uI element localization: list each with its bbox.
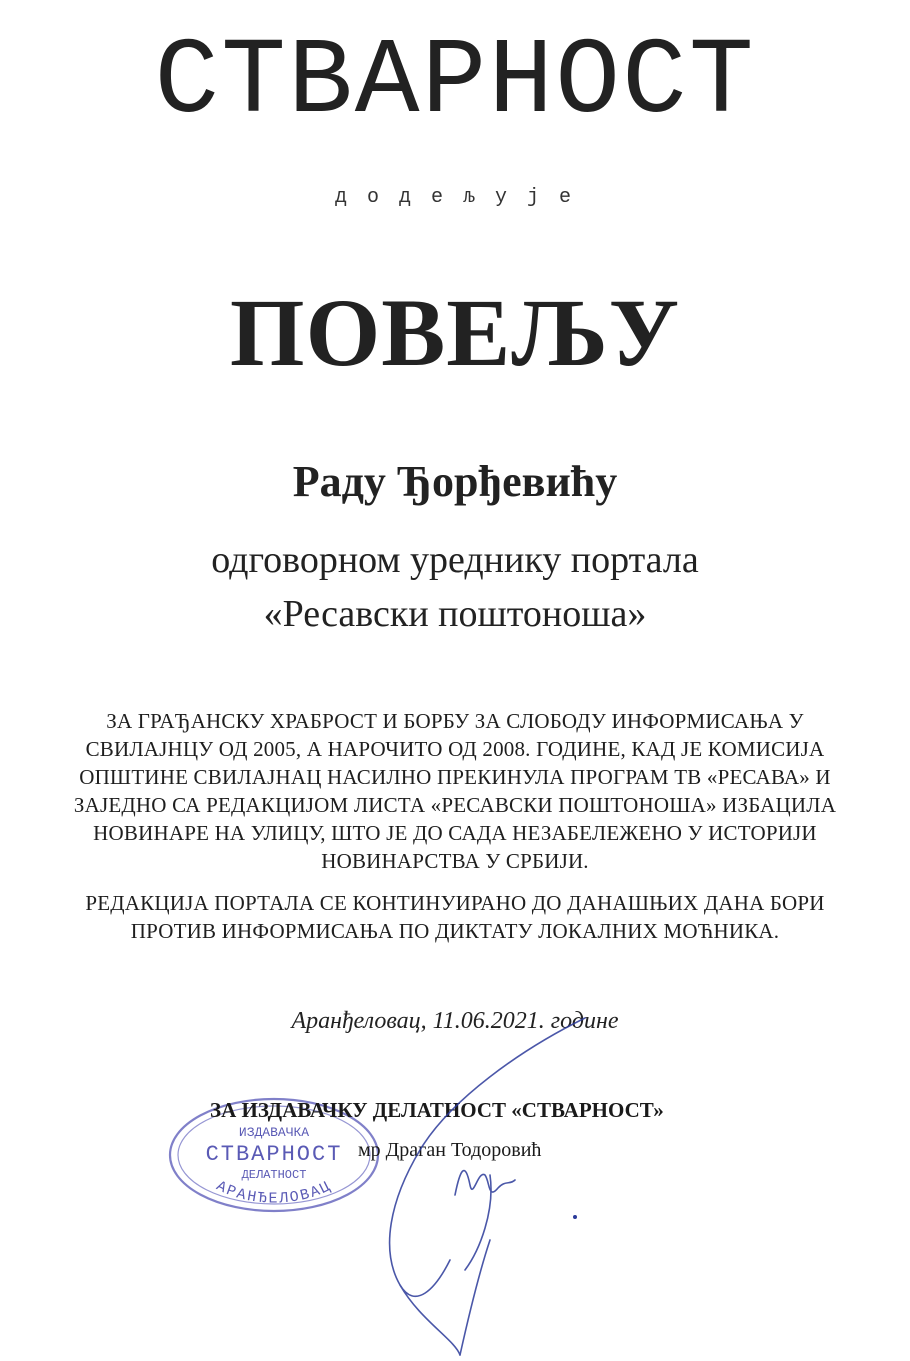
masthead-title: СТВАРНОСТ — [154, 22, 756, 144]
place-and-date: Аранђеловац, 11.06.2021. године — [291, 1008, 619, 1034]
document-title: ПОВЕЉУ — [229, 279, 681, 386]
publisher-line: ЗА ИЗДАВАЧКУ ДЕЛАТНОСТ «СТВАРНОСТ» — [210, 1098, 664, 1122]
recipient-role-line: «Ресавски поштоноша» — [263, 593, 647, 635]
recipient-name: Раду Ђорђевићу — [292, 457, 618, 506]
citation-line: ОПШТИНЕ СВИЛАЈНАЦ НАСИЛНО ПРЕКИНУЛА ПРОГРАМ ТВ «РЕСАВА» И — [79, 765, 831, 789]
handwritten-signature — [360, 1010, 610, 1360]
citation-line: СВИЛАЈНЦУ ОД 2005, А НАРОЧИТО ОД 2008. ГОДИНЕ, КАД ЈЕ КОМИСИЈА — [85, 737, 825, 761]
recipient-role-line: одговорном уреднику портала — [211, 539, 699, 581]
citation-line: РЕДАКЦИЈА ПОРТАЛА СЕ КОНТИНУИРАНО ДО ДАНАШЊИХ ДАНА БОРИ — [85, 891, 825, 915]
citation-line: ЗА ГРАЂАНСКУ ХРАБРОСТ И БОРБУ ЗА СЛОБОДУ ИНФОРМИСАЊА У — [106, 709, 804, 733]
signatory-name: мр Драган Тодоровић — [358, 1139, 542, 1161]
citation-line: ЗАЈЕДНО СА РЕДАКЦИЈОМ ЛИСТА «РЕСАВСКИ ПОШТОНОША» ИЗБАЦИЛА — [73, 793, 837, 817]
stamp-line: ИЗДАВАЧКА — [238, 1125, 310, 1140]
awards-verb: д о д е љ у ј е — [334, 186, 576, 209]
stamp-line: СТВАРНОСТ — [205, 1142, 343, 1167]
stamp-line: ДЕЛАТНОСТ — [241, 1168, 307, 1182]
stamp-ring-text: АРАНЂЕЛОВАЦ — [213, 1177, 335, 1208]
citation-line: НОВИНАРЕ НА УЛИЦУ, ШТО ЈЕ ДО САДА НЕЗАБЕЛЕЖЕНО У ИСТОРИЈИ — [93, 821, 817, 845]
citation-line: ПРОТИВ ИНФОРМИСАЊА ПО ДИКТАТУ ЛОКАЛНИХ МОЋНИКА. — [130, 919, 780, 943]
signature-dot — [573, 1215, 577, 1219]
citation-line: НОВИНАРСТВА У СРБИЈИ. — [321, 849, 589, 873]
